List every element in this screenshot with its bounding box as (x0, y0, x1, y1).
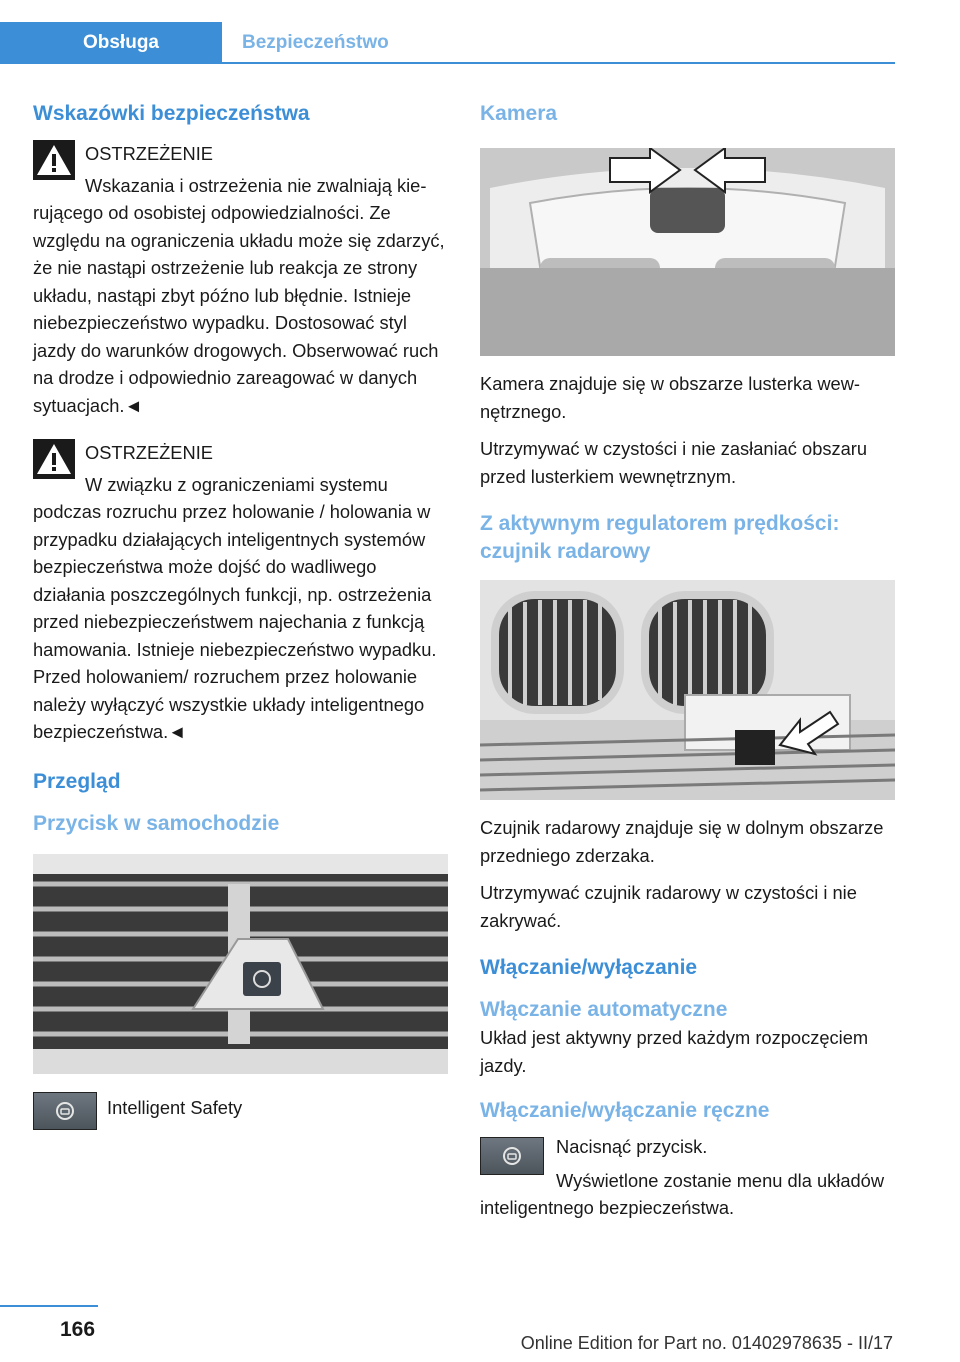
warning-block-2 (33, 439, 448, 746)
manual-paragraph-1: Nacisnąć przycisk. (556, 1136, 708, 1157)
camera-photo (480, 148, 895, 356)
warning-2-title: OSTRZEŻENIE (85, 442, 213, 463)
safety-heading: Wskazówki bezpieczeństwa (33, 102, 310, 125)
button-legend (33, 1092, 448, 1130)
intelligent-safety-label: Intelligent Safety (107, 1096, 243, 1118)
intelligent-safety-button-icon (33, 1092, 97, 1130)
intelligent-safety-button-icon (480, 1137, 544, 1175)
left-column (33, 100, 448, 1130)
header-tabbar (0, 22, 895, 64)
manual-block (480, 1133, 895, 1222)
overview-heading: Przegląd (33, 769, 121, 793)
button-in-car-heading: Przycisk w samochodzie (33, 811, 280, 835)
tab-obsluga[interactable]: Obsługa (0, 22, 222, 62)
warning-block-1 (33, 140, 448, 419)
radar-paragraph-1: Czujnik radarowy znajduje się w dolnym obszarze przedniego zderzaka. (480, 817, 884, 866)
camera-paragraph-1: Kamera znajduje się w obszarze lusterka wewnętrznego. (480, 373, 861, 422)
auto-on-text: Układ jest aktywny przed każdym rozpoczęciem jazdy. (480, 1027, 869, 1076)
page-number: 166 (60, 1318, 96, 1341)
onoff-heading: Włączanie/wyłączanie (480, 956, 698, 979)
radar-paragraph-2: Utrzymywać czujnik radarowy w czystości i nie zakrywać. (480, 882, 857, 931)
warning-1-title: OSTRZEŻENIE (85, 143, 213, 164)
radar-heading: Z aktywnym regulatorem prędkości: czujnik radarowy (480, 512, 840, 563)
manual-paragraph-2: Wyświetlone zostanie menu dla układów inteligentnego bezpieczeństwa. (480, 1169, 885, 1218)
tab-bezpieczenstwo[interactable]: Bezpieczeństwo (242, 32, 389, 53)
camera-heading: Kamera (480, 102, 558, 125)
radar-sensor-photo (480, 580, 895, 800)
manual-onoff-heading: Włączanie/wyłączanie ręczne (480, 1099, 770, 1122)
page-number-rule (0, 1305, 98, 1307)
right-column (480, 100, 895, 1222)
grille-button-photo (33, 854, 448, 1074)
camera-paragraph-2: Utrzymywać w czystości i nie zasłaniać obszaru przed lusterkiem wewnętrznym. (480, 438, 868, 487)
warning-1-text: Wskazania i ostrzeżenia nie zwalniają kierującego od osobistej odpowiedzialności. Ze względu na ograniczenia układu może się zdarzyć, że nie nastąpi ostrzeżenie lub reakcja ze strony układu, nastąpi zbyt późno lub błędnie. Istnieje niebezpieczeństwo wypadku. Dostosować styl jazdy do warunków drogowych. Obserwować ruch na drodze i odpowiednio zareagować w danych sytuacjach.◄ (33, 174, 445, 416)
warning-triangle-icon (33, 140, 75, 182)
edition-footer: Online Edition for Part no. 01402978635 - II/17 (520, 1333, 893, 1353)
auto-on-heading: Włączanie automatyczne (480, 998, 728, 1021)
warning-triangle-icon (33, 439, 75, 481)
warning-2-text: W związku z ograniczeniami systemu podczas rozruchu przez holowanie / holowania w przypadku działających inteligentnych systemów bezpieczeństwa może dojść do wadliwego działania poszczególnych funkcji, np. ostrzeżenia przed niebezpieczeństwem najechania z funkcją hamowania. Istnieje niebezpieczeństwo wypadku. Przed holowaniem/ rozruchem przez holowanie należy wyłączyć wszystkie układy inteligentnego bezpieczeństwa.◄ (33, 473, 437, 742)
